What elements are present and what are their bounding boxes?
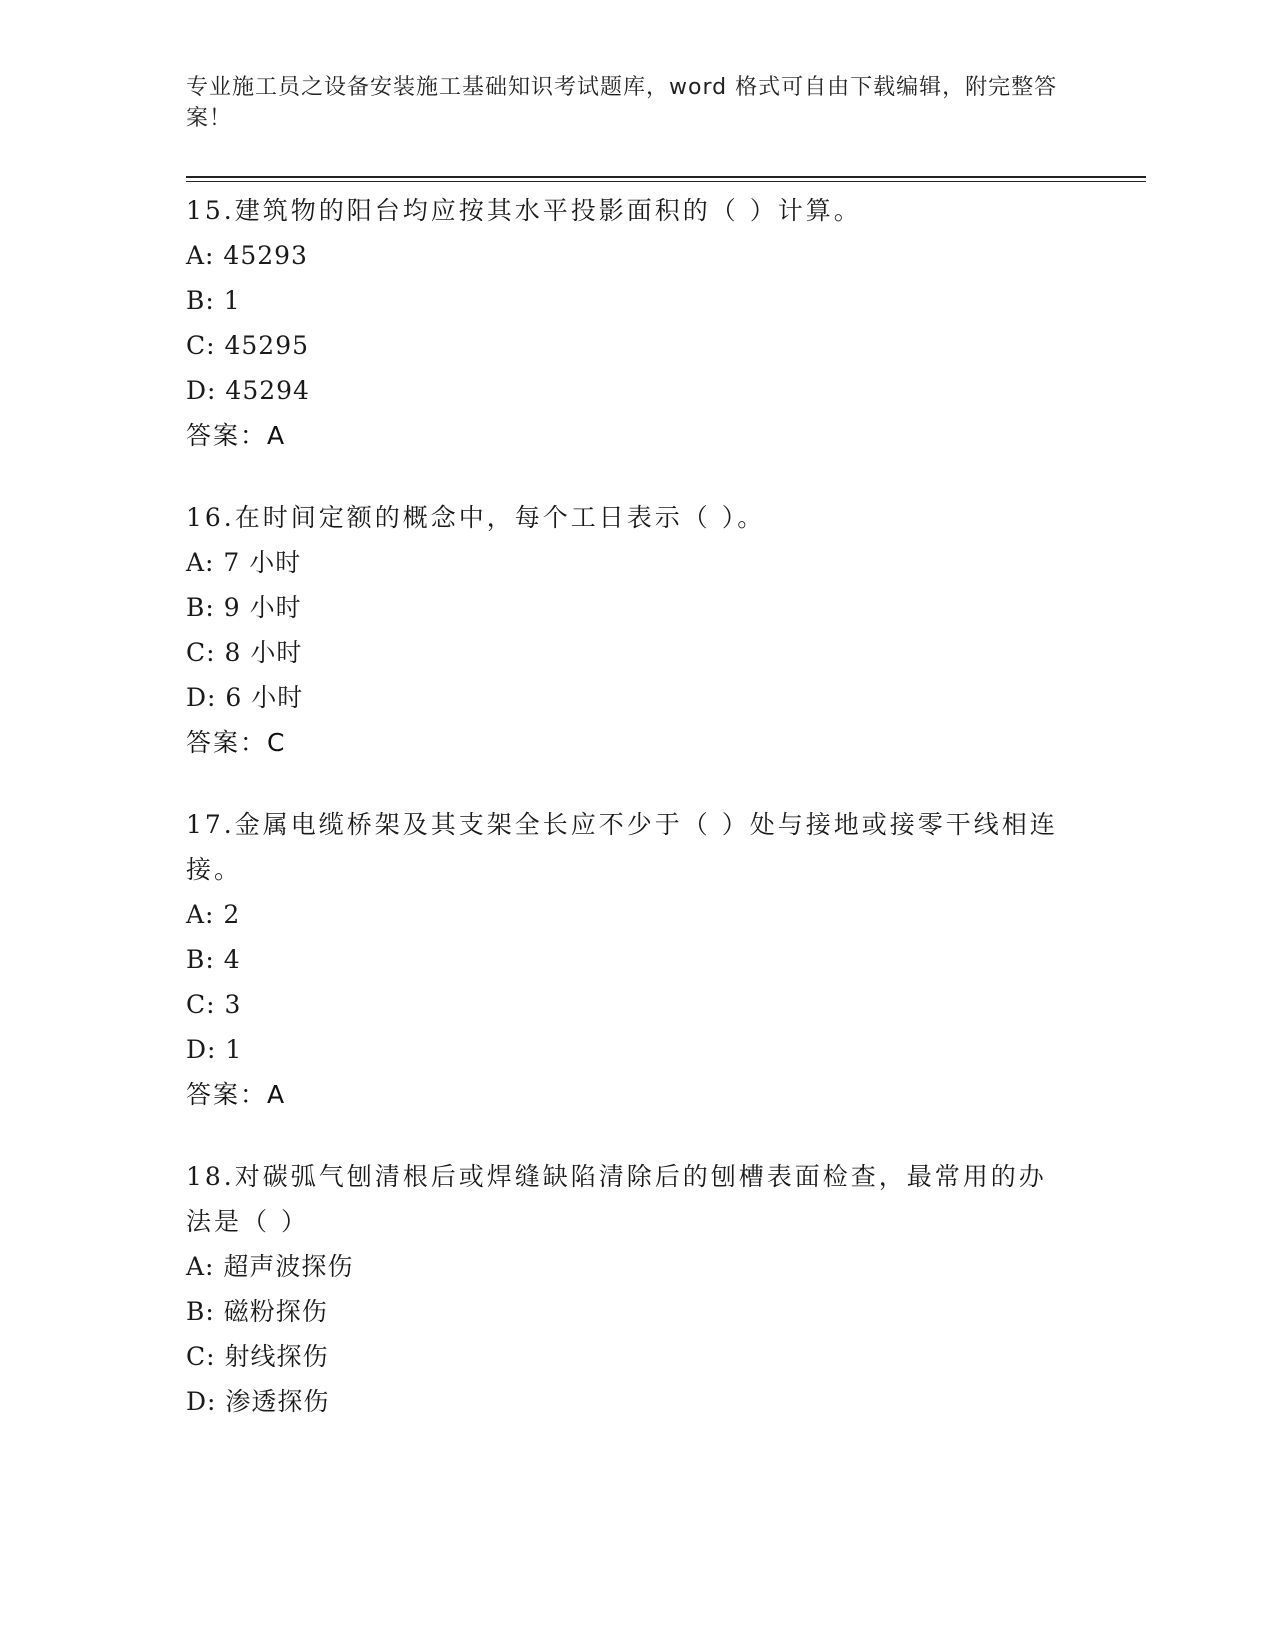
question-list [186,188,1066,1460]
option-d: D: 6 小时 [186,683,304,712]
option-d: D: 1 [186,1035,243,1064]
option-d: D: 45294 [186,376,310,405]
option-b: B: 1 [186,286,241,315]
question-17 [186,802,1066,1118]
option-b: B: 磁粉探伤 [186,1297,328,1326]
option-a: A: 2 [186,900,241,929]
option-d: D: 渗透探伤 [186,1387,330,1416]
question-15 [186,188,1066,459]
question-18 [186,1154,1066,1424]
answer: 答案：A [186,1080,287,1109]
question-text: 15.建筑物的阳台均应按其水平投影面积的（ ）计算。 [186,196,862,225]
option-a: A: 超声波探伤 [186,1252,354,1281]
option-c: C: 射线探伤 [186,1342,329,1371]
option-b: B: 9 小时 [186,593,302,622]
option-a: A: 7 小时 [186,548,302,577]
question-text: 17.金属电缆桥架及其支架全长应不少于（ ）处与接地或接零干线相连接。 [186,810,1058,884]
document-header: 专业施工员之设备安装施工基础知识考试题库，word 格式可自由下载编辑，附完整答案！ [186,75,1058,131]
question-16 [186,495,1066,766]
answer: 答案：C [186,728,287,757]
question-text: 16.在时间定额的概念中，每个工日表示（ ）。 [186,503,766,532]
header-divider-thin [186,181,1146,182]
option-b: B: 4 [186,945,241,974]
option-c: C: 45295 [186,331,310,360]
option-c: C: 8 小时 [186,638,303,667]
header-divider-thick [186,176,1146,178]
option-a: A: 45293 [186,241,308,270]
answer: 答案：A [186,421,287,450]
question-text: 18.对碳弧气刨清根后或焊缝缺陷清除后的刨槽表面检查，最常用的办法是（ ） [186,1162,1047,1236]
option-c: C: 3 [186,990,242,1019]
